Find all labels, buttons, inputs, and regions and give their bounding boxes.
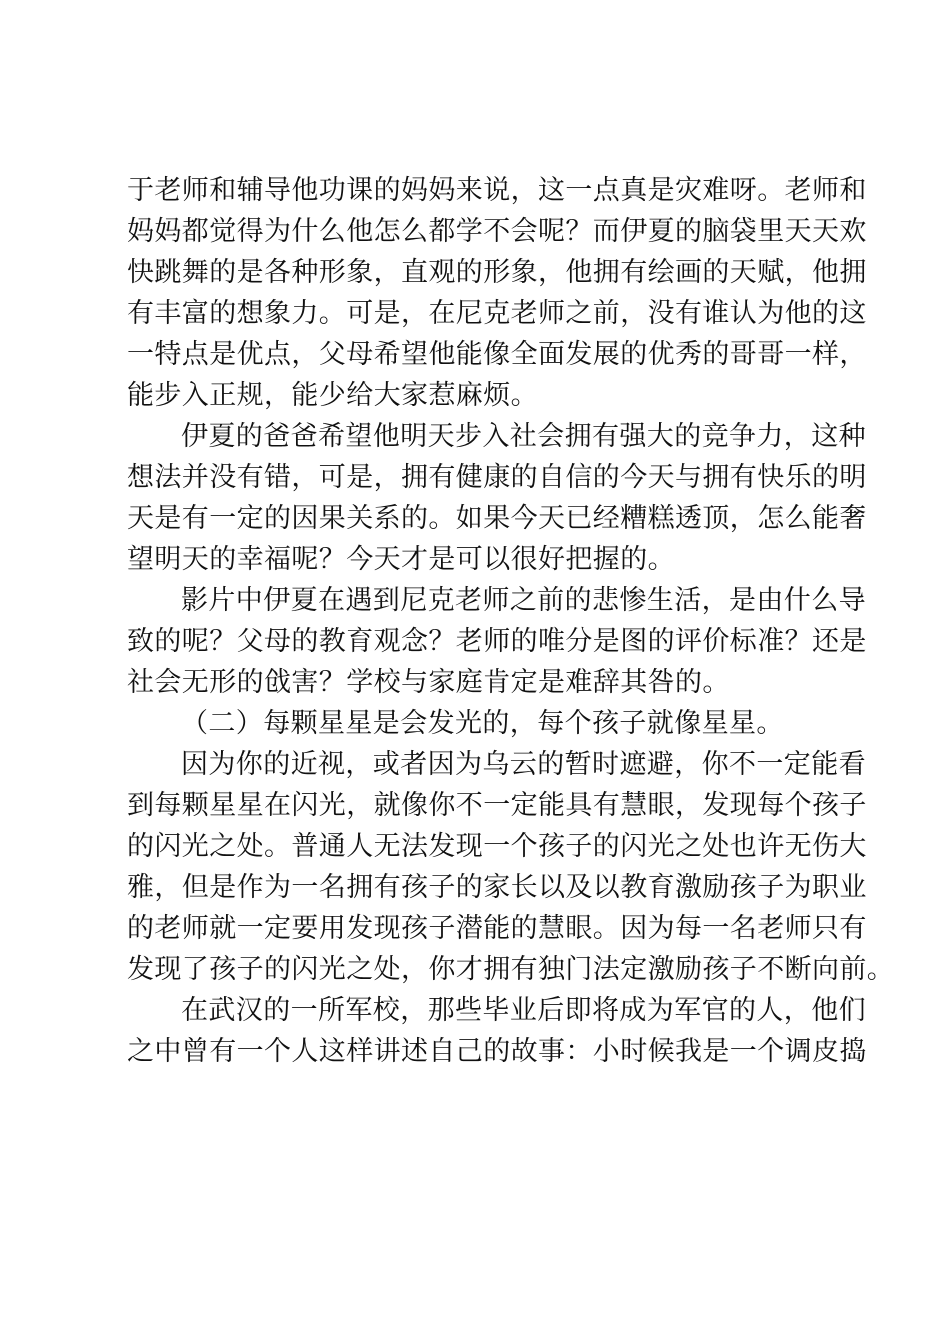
text-line: 快跳舞的是各种形象，直观的形象，他拥有绘画的天赋，他拥 [127, 257, 867, 288]
text-line: 致的呢？父母的教育观念？老师的唯分是图的评价标准？还是 [127, 626, 867, 657]
text-line: 想法并没有错，可是，拥有健康的自信的今天与拥有快乐的明 [127, 462, 867, 493]
text-line: 望明天的幸福呢？今天才是可以很好把握的。 [127, 544, 675, 575]
paragraph-start-line: 伊夏的爸爸希望他明天步入社会拥有强大的竞争力，这种 [181, 421, 866, 452]
text-line: 天是有一定的因果关系的。如果今天已经糟糕透顶，怎么能奢 [127, 503, 867, 534]
text-line: 能步入正规，能少给大家惹麻烦。 [127, 380, 538, 411]
paragraph-start-line: 影片中伊夏在遇到尼克老师之前的悲惨生活，是由什么导 [181, 585, 866, 616]
paragraph-start-line: 在武汉的一所军校，那些毕业后即将成为军官的人，他们 [181, 995, 866, 1026]
text-line: 一特点是优点，父母希望他能像全面发展的优秀的哥哥一样， [127, 339, 867, 370]
text-line: 妈妈都觉得为什么他怎么都学不会呢？而伊夏的脑袋里天天欢 [127, 216, 867, 247]
text-line: 社会无形的戗害？学校与家庭肯定是难辞其咎的。 [127, 667, 730, 698]
body-text [127, 170, 895, 1072]
text-line: 有丰富的想象力。可是，在尼克老师之前，没有谁认为他的这 [127, 298, 867, 329]
paragraph-start-line: 因为你的近视，或者因为乌云的暂时遮避，你不一定能看 [181, 749, 866, 780]
text-line: 的老师就一定要用发现孩子潜能的慧眼。因为每一名老师只有 [127, 913, 867, 944]
section-heading: （二）每颗星星是会发光的，每个孩子就像星星。 [181, 708, 784, 739]
text-line: 于老师和辅导他功课的妈妈来说，这一点真是灾难呀。老师和 [127, 175, 867, 206]
text-line: 雅，但是作为一名拥有孩子的家长以及以教育激励孩子为职业 [127, 872, 867, 903]
text-line: 发现了孩子的闪光之处，你才拥有独门法定激励孩子不断向前。 [127, 954, 895, 985]
text-line: 的闪光之处。普通人无法发现一个孩子的闪光之处也许无伤大 [127, 831, 867, 862]
text-line: 之中曾有一个人这样讲述自己的故事：小时候我是一个调皮捣 [127, 1036, 867, 1067]
text-line: 到每颗星星在闪光，就像你不一定能具有慧眼，发现每个孩子 [127, 790, 867, 821]
